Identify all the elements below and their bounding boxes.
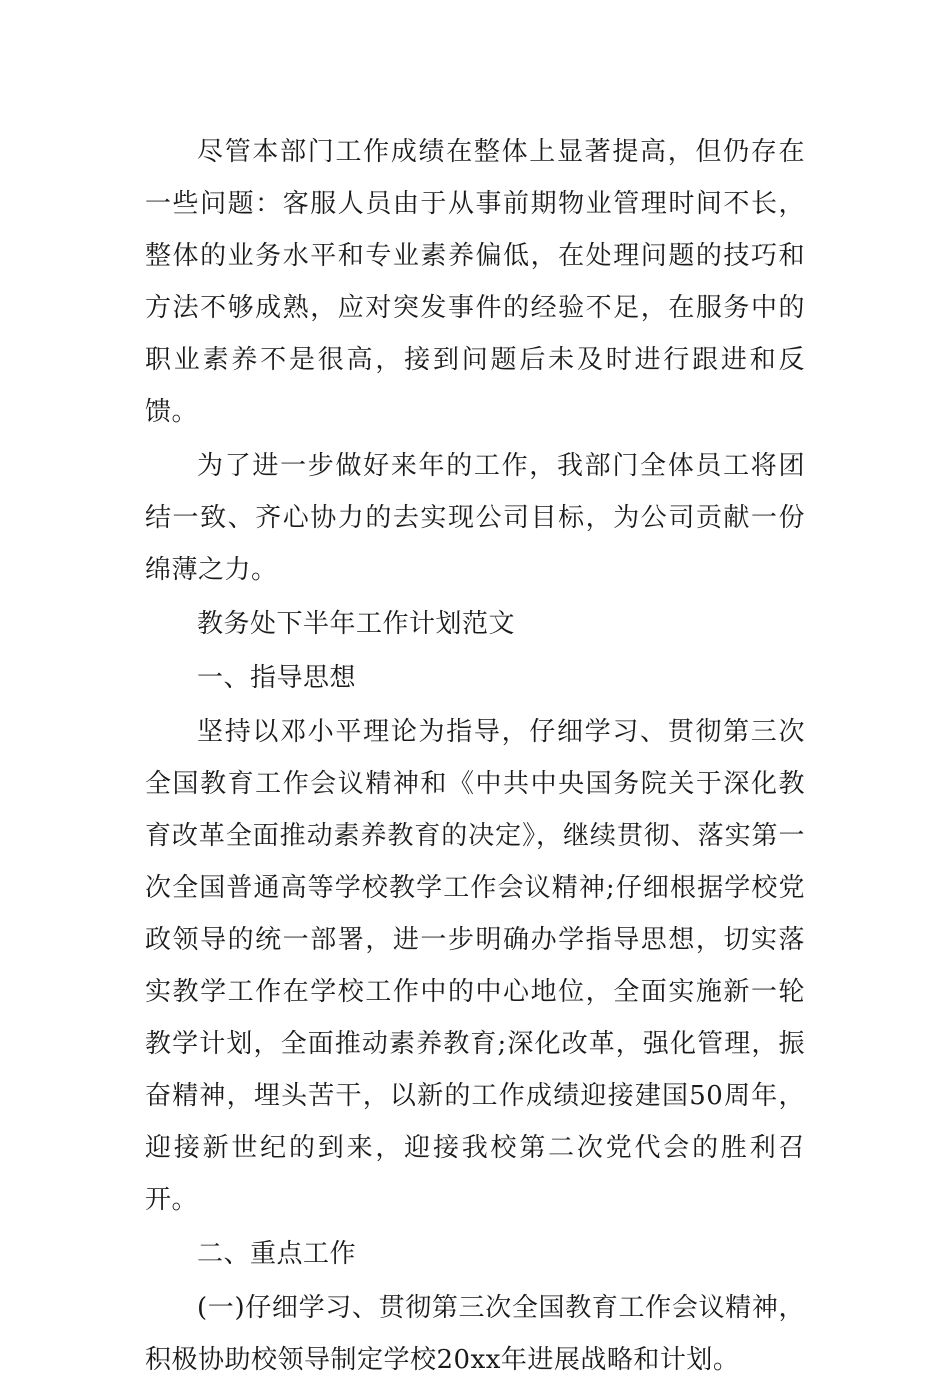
paragraph-key-work-item-1: (一)仔细学习、贯彻第三次全国教育工作会议精神，积极协助校领导制定学校20xx年进展战略和计划。 (145, 1293, 805, 1375)
section-heading-guiding-ideology: 一、指导思想 (197, 663, 357, 693)
section-heading-key-work: 二、重点工作 (197, 1239, 357, 1269)
paragraph-next-year-goal: 为了进一步做好来年的工作，我部门全体员工将团结一致、齐心协力的去实现公司目标，为公司贡献一份绵薄之力。 (145, 451, 805, 585)
paragraph-service-issues: 尽管本部门工作成绩在整体上显著提高，但仍存在一些问题：客服人员由于从事前期物业管理时间不长，整体的业务水平和专业素养偏低，在处理问题的技巧和方法不够成熟，应对突发事件的经验不足，在服务中的职业素养不是很高，接到问题后未及时进行跟进和反馈。 (145, 137, 805, 427)
document-title: 教务处下半年工作计划范文 (197, 609, 516, 639)
document-body (145, 126, 805, 1388)
paragraph-guiding-ideology: 坚持以邓小平理论为指导，仔细学习、贯彻第三次全国教育工作会议精神和《中共中央国务院关于深化教育改革全面推动素养教育的决定》，继续贯彻、落实第一次全国普通高等学校教学工作会议精神;仔细根据学校党政领导的统一部署，进一步明确办学指导思想，切实落实教学工作在学校工作中的中心地位，全面实施新一轮教学计划，全面推动素养教育;深化改革，强化管理，振奋精神，埋头苦干，以新的工作成绩迎接建国50周年，迎接新世纪的到来，迎接我校第二次党代会的胜利召开。 (145, 717, 805, 1215)
